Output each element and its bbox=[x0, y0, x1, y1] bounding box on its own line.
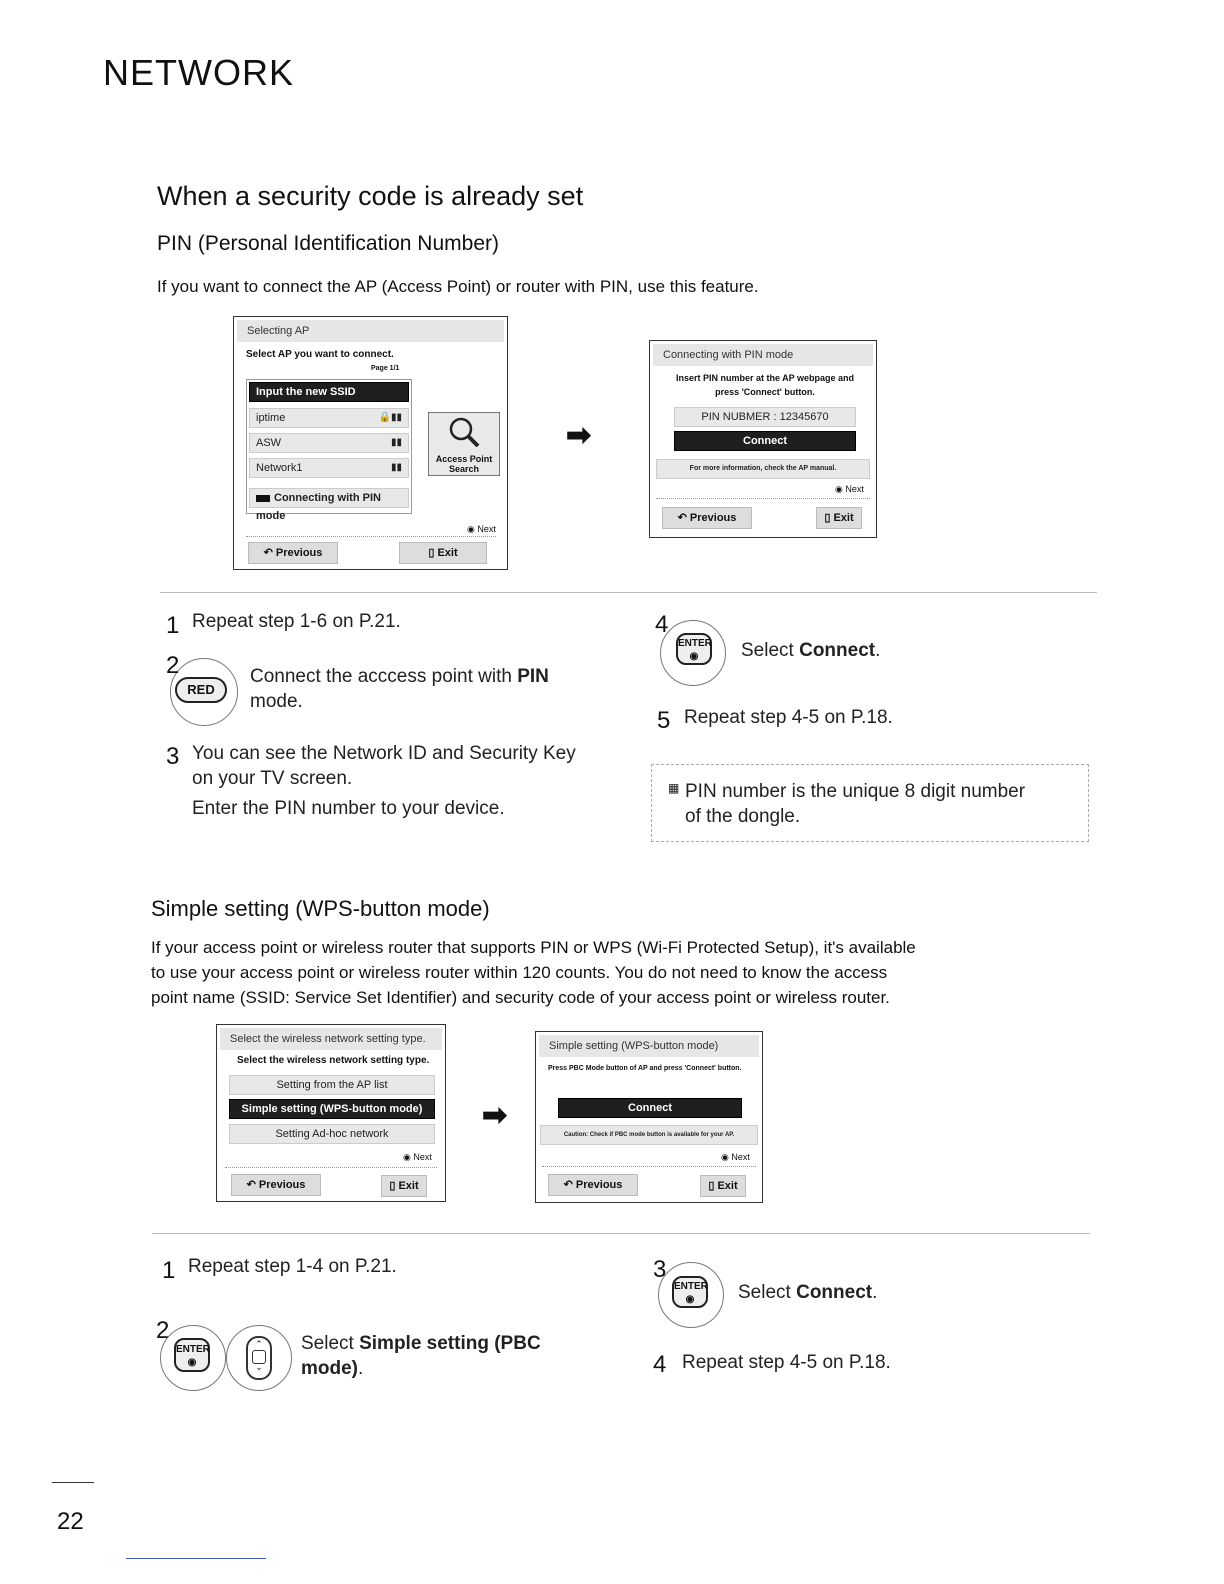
step-number: 4 bbox=[653, 1351, 667, 1378]
caution-text: Caution: Check if PBC mode button is available for your AP. bbox=[540, 1125, 758, 1145]
setting-from-ap-list-option[interactable]: Setting from the AP list bbox=[229, 1075, 435, 1095]
screen-title: Select the wireless network setting type. bbox=[220, 1028, 442, 1050]
connect-button[interactable]: Connect bbox=[674, 431, 856, 451]
magnifier-icon bbox=[446, 415, 482, 449]
network-type-screen bbox=[216, 1024, 446, 1202]
next-hint: ◉ Next bbox=[721, 1152, 750, 1162]
previous-button[interactable]: ↶ Previous bbox=[231, 1174, 321, 1196]
access-point-search-button[interactable] bbox=[428, 412, 500, 476]
ap-name: ASW bbox=[256, 437, 282, 449]
pin-subheading: PIN (Personal Identification Number) bbox=[157, 232, 499, 255]
previous-button[interactable]: ↶ Previous bbox=[548, 1174, 638, 1196]
info-text: For more information, check the AP manual. bbox=[656, 459, 870, 479]
search-label: Access Point Search bbox=[435, 454, 493, 474]
simple-setting-option[interactable]: Simple setting (WPS-button mode) bbox=[229, 1099, 435, 1119]
previous-button[interactable]: ↶ Previous bbox=[662, 507, 752, 529]
page-indicator: Page 1/1 bbox=[371, 365, 400, 372]
lock-signal-icon: 🔒▮▮ bbox=[378, 412, 402, 423]
step-text: Select Connect. bbox=[738, 1282, 878, 1303]
next-hint: ◉ Next bbox=[467, 524, 496, 534]
step-number: 2 bbox=[166, 652, 180, 679]
ap-row-asw[interactable] bbox=[249, 433, 409, 453]
screen-title: Simple setting (WPS-button mode) bbox=[539, 1035, 759, 1057]
signal-icon: ▮▮ bbox=[390, 437, 402, 448]
ad-hoc-option[interactable]: Setting Ad-hoc network bbox=[229, 1124, 435, 1144]
screen-prompt: Select AP you want to connect. bbox=[246, 349, 394, 360]
step-text: Repeat step 1-6 on P.21. bbox=[192, 611, 401, 632]
screen-prompt: Select the wireless network setting type. bbox=[237, 1055, 430, 1066]
pin-mode-label: Connecting with PIN mode bbox=[256, 492, 381, 522]
step-text: Select Connect. bbox=[741, 640, 881, 661]
pin-mode-button[interactable] bbox=[249, 488, 409, 522]
wps-heading: Simple setting (WPS-button mode) bbox=[151, 896, 490, 921]
ap-row-new-ssid[interactable]: Input the new SSID bbox=[249, 382, 409, 402]
connect-button[interactable]: Connect bbox=[558, 1098, 742, 1118]
wps-button-screen bbox=[535, 1031, 763, 1203]
screen-title: Selecting AP bbox=[237, 320, 504, 342]
pin-number-field[interactable]: PIN NUBMER : 12345670 bbox=[674, 407, 856, 427]
next-hint: ◉ Next bbox=[403, 1152, 432, 1162]
pin-intro: If you want to connect the AP (Access Point) or router with PIN, use this feature. bbox=[157, 277, 759, 296]
step-text: Connect the acccess point with PIN mode. bbox=[250, 666, 549, 712]
exit-button[interactable]: ▯ Exit bbox=[381, 1175, 427, 1197]
exit-button[interactable]: ▯ Exit bbox=[700, 1175, 746, 1197]
note-bullet-icon: ▦ bbox=[668, 781, 680, 795]
pin-mode-screen bbox=[649, 340, 877, 538]
ap-row-iptime[interactable] bbox=[249, 408, 409, 428]
divider bbox=[160, 592, 1097, 593]
ap-list bbox=[246, 379, 412, 522]
step-number: 1 bbox=[166, 612, 180, 639]
divider bbox=[246, 536, 496, 537]
enter-key-icon: ENTER ◉ bbox=[672, 1276, 708, 1308]
divider bbox=[656, 498, 870, 499]
exit-button[interactable]: ▯ Exit bbox=[816, 507, 862, 529]
step-text: Repeat step 1-4 on P.21. bbox=[188, 1256, 397, 1277]
wps-intro: If your access point or wireless router that supports PIN or WPS (Wi-Fi Protected Setup), it's available to use your access point or wireless router within 120 counts. You do not need to know the access point name (SSID: Service Set Identifier) and security code of your access point or wireless router. bbox=[151, 938, 916, 1007]
ap-row-network1[interactable] bbox=[249, 458, 409, 478]
step-text: Repeat step 4-5 on P.18. bbox=[682, 1352, 891, 1373]
arrow-icon: ➡ bbox=[482, 1099, 508, 1132]
enter-key-icon: ENTER ◉ bbox=[174, 1338, 210, 1372]
note-box bbox=[651, 764, 1089, 842]
screen-title: Connecting with PIN mode bbox=[653, 344, 873, 366]
step-text: Repeat step 4-5 on P.18. bbox=[684, 707, 893, 728]
security-heading: When a security code is already set bbox=[157, 181, 584, 211]
red-key-icon: RED bbox=[175, 677, 227, 703]
divider bbox=[542, 1166, 756, 1167]
footer-rule bbox=[52, 1482, 94, 1483]
exit-button[interactable]: ▯ Exit bbox=[399, 542, 487, 564]
page-number: 22 bbox=[57, 1508, 84, 1535]
ap-name: Network1 bbox=[256, 462, 303, 474]
step-text: You can see the Network ID and Security Key on your TV screen. Enter the PIN number to your device. bbox=[192, 743, 576, 819]
step-number: 2 bbox=[156, 1317, 170, 1344]
step-number: 3 bbox=[653, 1256, 667, 1283]
step-number: 4 bbox=[655, 611, 669, 638]
step-number: 1 bbox=[162, 1257, 176, 1284]
note-text: PIN number is the unique 8 digit number of the dongle. bbox=[685, 781, 1026, 827]
divider bbox=[152, 1233, 1090, 1234]
divider bbox=[225, 1167, 437, 1168]
next-hint: ◉ Next bbox=[835, 484, 864, 494]
arrow-icon: ➡ bbox=[566, 419, 592, 452]
step-text: Select Simple setting (PBC mode). bbox=[301, 1333, 541, 1379]
ap-name: iptime bbox=[256, 412, 286, 424]
up-down-key-icon: ⌃ ⌄ bbox=[246, 1336, 272, 1380]
red-key-icon bbox=[256, 495, 270, 502]
footer-link-rule bbox=[126, 1558, 266, 1559]
enter-key-icon: ENTER ◉ bbox=[676, 633, 712, 665]
screen-instruction: Press PBC Mode button of AP and press 'Connect' button. bbox=[548, 1065, 742, 1072]
section-title: NETWORK bbox=[103, 52, 294, 93]
selecting-ap-screen bbox=[233, 316, 508, 570]
signal-icon: ▮▮ bbox=[390, 462, 402, 473]
step-number: 3 bbox=[166, 743, 180, 770]
step-number: 5 bbox=[657, 707, 671, 734]
screen-instruction: Insert PIN number at the AP webpage and press 'Connect' button. bbox=[675, 373, 855, 397]
previous-button[interactable]: ↶ Previous bbox=[248, 542, 338, 564]
